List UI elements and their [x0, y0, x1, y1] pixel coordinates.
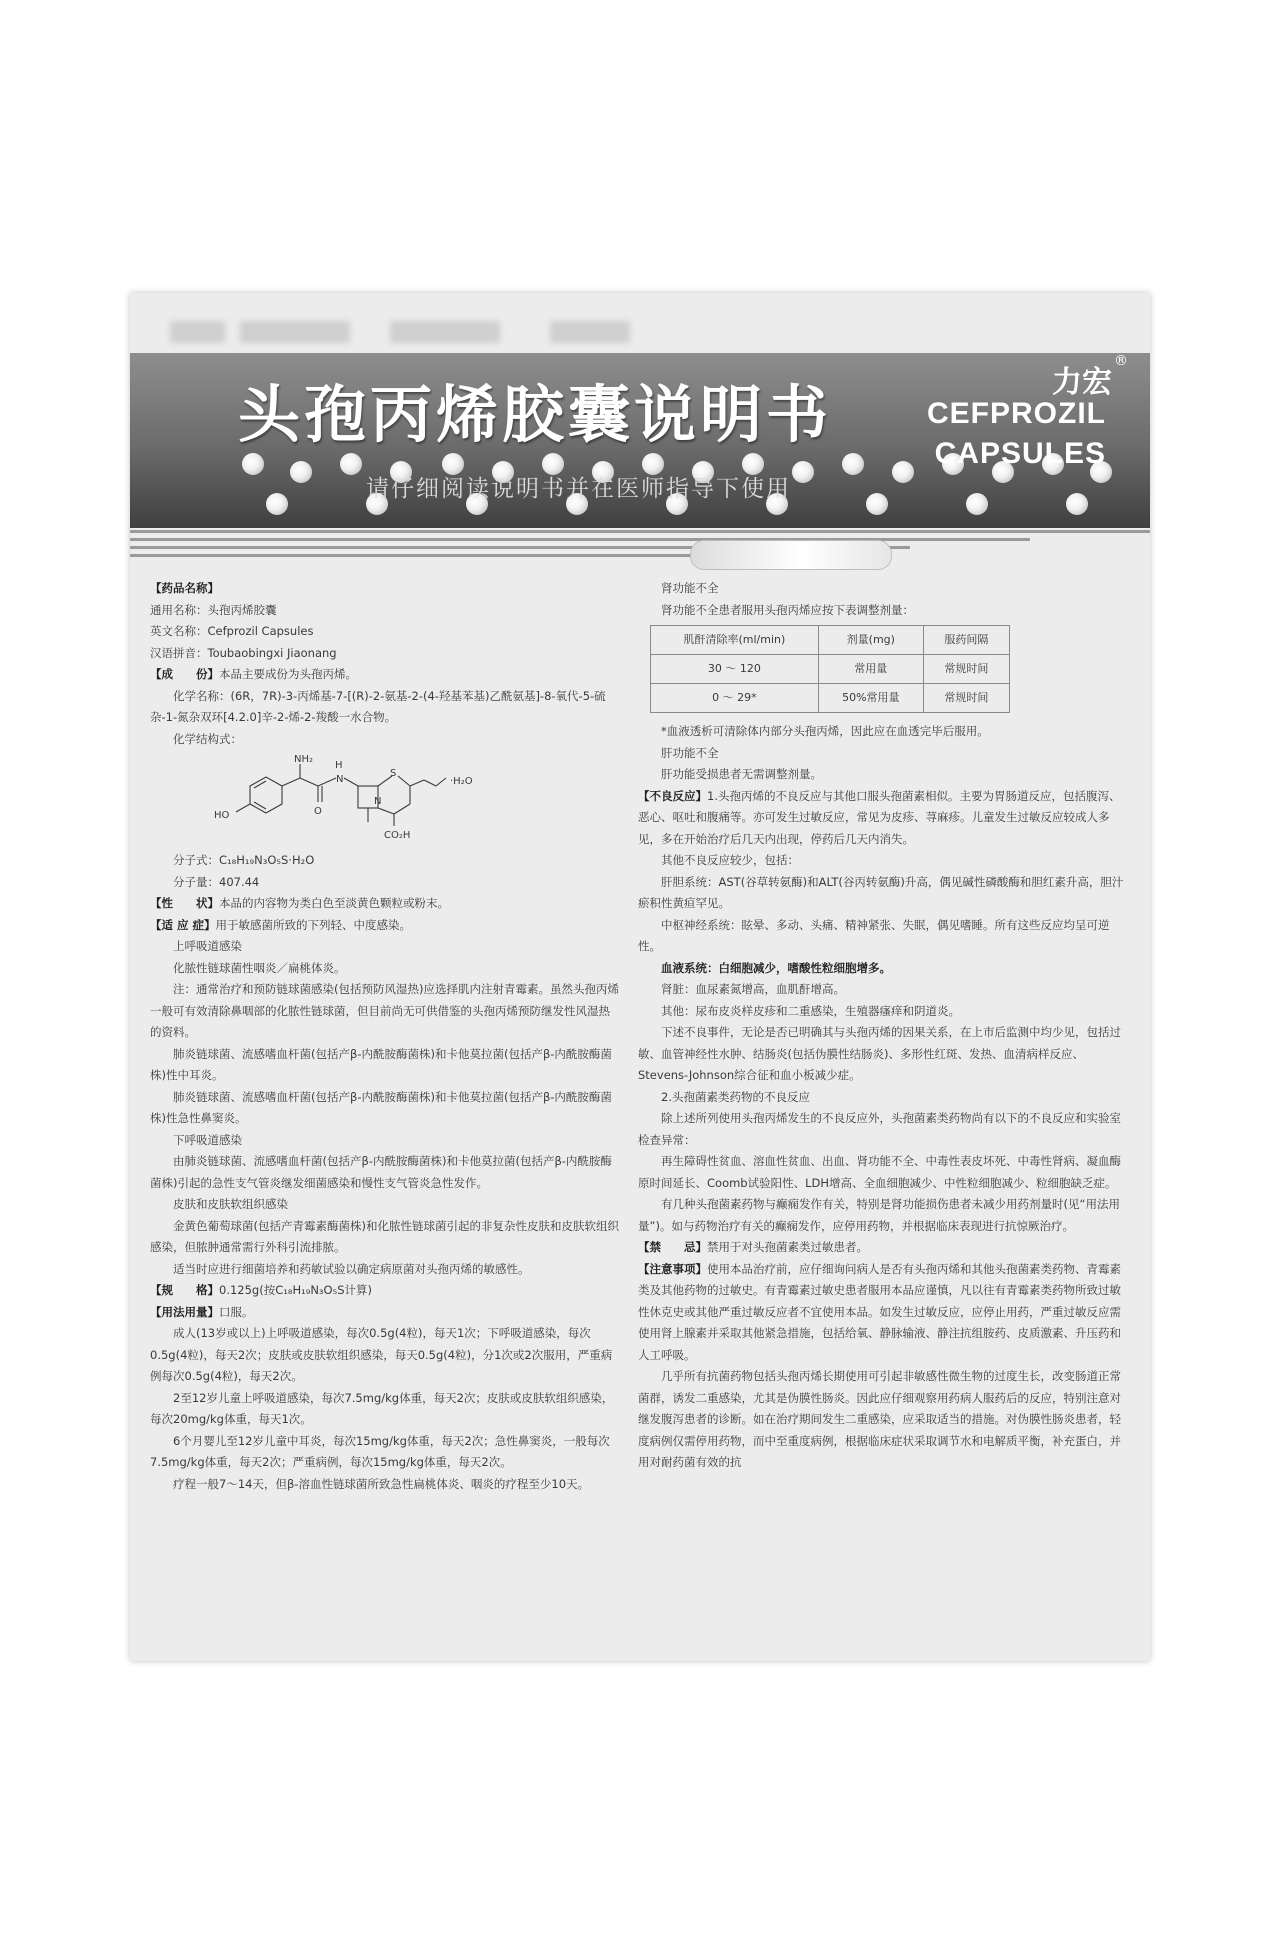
postmarketing-events: 下述不良事件，无论是否已明确其与头孢丙烯的因果关系，在上市后监测中均少见，包括过敏、血管神经性水肿、结肠炎(包括伪膜性结肠炎)、多形性红斑、发热、血清病样反应、Stevens-Johnson综合征和血小板减少症。 [638, 1025, 1121, 1082]
sensitivity-note: 适当时应进行细菌培养和药敏试验以确定病原菌对头孢丙烯的敏感性。 [173, 1261, 530, 1276]
registered-mark: ® [1114, 353, 1128, 369]
otitis-media: 肺炎链球菌、流感嗜血杆菌(包括产β-内酰胺酶菌株)和卡他莫拉菌(包括产β-内酰胺酶菌株)性中耳炎。 [150, 1046, 612, 1082]
rare-reactions-intro: 其他不良反应较少，包括： [661, 853, 799, 867]
brand-name-en-line2: CAPSULES [934, 437, 1106, 470]
table-header: 剂量(mg) [818, 626, 923, 655]
cooh-label: CO₂H [384, 830, 411, 841]
document-subtitle: 请仔细阅读说明书并在医师指导下使用 [366, 476, 791, 502]
structure-diagram [210, 754, 510, 846]
section-indications: 【适 应 症】 [150, 917, 216, 932]
usage-text: 口服。 [219, 1304, 254, 1319]
hematologic: 血液系统：白细胞减少，嗜酸性粒细胞增多。 [661, 960, 891, 975]
table-cell: 0 ～ 29* [651, 684, 819, 713]
child-dosage: 2至12岁儿童上呼吸道感染，每次7.5mg/kg体重，每天2次；皮肤或皮肤软组织感染，每次20mg/kg体重，每天1次。 [150, 1390, 614, 1426]
section-usage: 【用法用量】 [150, 1304, 219, 1319]
cephalosporin-ae-list: 再生障碍性贫血、溶血性贫血、出血、肾功能不全、中毒性表皮坏死、中毒性肾病、凝血酶原时间延长、Coomb试验阳性、LDH增高、全血细胞减少、中性粒细胞减少、粒细胞缺乏症。 [638, 1154, 1121, 1190]
section-properties: 【性 状】 [150, 896, 219, 910]
capsule-graphic [690, 540, 892, 570]
document-title: 头孢丙烯胶囊说明书 [238, 378, 833, 451]
table-header: 服药间隔 [923, 626, 1009, 655]
skin-infection-detail: 金黄色葡萄球菌(包括产青霉素酶菌株)和化脓性链球菌引起的非复杂性皮肤和皮肤软组织感染，但脓肿通常需行外科引流排脓。 [150, 1218, 619, 1254]
dialysis-note: *血液透析可清除体内部分头孢丙烯，因此应在血透完毕后服用。 [661, 724, 989, 738]
o-label: O [314, 806, 322, 817]
pinyin-name: 汉语拼音：Toubaobingxi Jiaonang [150, 645, 337, 660]
sinusitis: 肺炎链球菌、流感嗜血杆菌(包括产β-内酰胺酶菌株)和卡他莫拉菌(包括产β-内酰胺酶菌株)性急性鼻窦炎。 [150, 1089, 612, 1125]
section-composition: 【成 份】 [150, 667, 219, 681]
renal-dosage-table [650, 625, 1010, 713]
cephalosporin-ae-intro: 除上述所列使用头孢丙烯发生的不良反应外，头孢菌素类药物尚有以下的不良反应和实验室检查异常： [638, 1111, 1121, 1147]
molecular-formula: 分子式：C₁₈H₁₉N₃O₅S·H₂O [173, 853, 315, 867]
redacted-block [170, 321, 225, 343]
bronchitis: 由肺炎链球菌、流感嗜血杆菌(包括产β-内酰胺酶菌株)和卡他莫拉菌(包括产β-内酰胺酶菌株)引起的急性支气管炎继发细菌感染和慢性支气管炎急性发作。 [150, 1154, 612, 1190]
section-adverse-reactions: 【不良反应】 [638, 788, 707, 803]
table-cell: 常规时间 [923, 684, 1009, 713]
redacted-header [170, 315, 770, 349]
specification-text: 0.125g(按C₁₈H₁₉N₃O₅S计算) [219, 1283, 372, 1297]
h-label: H [335, 760, 343, 771]
s-label: S [390, 768, 397, 779]
contraindications-text: 禁用于对头孢菌素类过敏患者。 [707, 1240, 868, 1254]
section-specification: 【规 格】 [150, 1283, 219, 1297]
decorative-stripes [130, 528, 1150, 562]
table-cell: 常用量 [818, 655, 923, 684]
adverse-reaction-1: 1.头孢丙烯的不良反应与其他口服头孢菌素相似。主要为胃肠道反应，包括腹泻、恶心、呕吐和腹痛等。亦可发生过敏反应，常见为皮疹、荨麻疹。儿童发生过敏反应较成人多见，多在开始治疗后几天内出现，停药后几天内消失。 [638, 788, 1121, 846]
seizure-warning: 有几种头孢菌素药物与癫痫发作有关，特别是肾功能损伤患者未减少用药剂量时(见“用法用量”)。如与药物治疗有关的癫痫发作，应停用药物，并根据临床表现进行抗惊厥治疗。 [638, 1197, 1120, 1233]
redacted-block [240, 321, 350, 343]
cephalosporin-ae-title: 2.头孢菌素类药物的不良反应 [661, 1089, 810, 1104]
treatment-course: 疗程一般7～14天，但β-溶血性链球菌所致急性扁桃体炎、咽炎的疗程至少10天。 [173, 1476, 590, 1491]
hepatic-text: 肝功能受损患者无需调整剂量。 [661, 767, 822, 781]
section-drug-name: 【药品名称】 [150, 581, 219, 595]
n-label: N [336, 774, 344, 785]
indications-text: 用于敏感菌所致的下列轻、中度感染。 [215, 917, 412, 932]
renal-heading: 肾功能不全 [661, 581, 719, 595]
n2-label: N [374, 796, 382, 807]
brand-name-en-line1: CEFPROZIL [927, 397, 1106, 430]
molecular-weight: 分子量：407.44 [173, 874, 260, 889]
lower-respiratory: 下呼吸道感染 [173, 1132, 242, 1147]
adult-dosage: 成人(13岁或以上)上呼吸道感染，每次0.5g(4粒)，每天1次；下呼吸道感染，每次0.5g(4粒)，每天2次；皮肤或皮肤软组织感染，每天0.5g(4粒)，分1次或2次服用，严重病例每次0.5g(4粒)，每天2次。 [150, 1326, 613, 1383]
hepatobiliary: 肝胆系统：AST(谷草转氨酶)和ALT(谷丙转氨酶)升高，偶见碱性磷酸酶和胆红素升高，胆汁瘀积性黄疸罕见。 [638, 874, 1124, 910]
table-header-row [651, 626, 1010, 655]
renal-effects: 肾脏：血尿素氮增高，血肌酐增高。 [661, 982, 845, 996]
structure-label: 化学结构式： [173, 731, 242, 746]
composition-text: 本品主要成份为头孢丙烯。 [219, 667, 357, 681]
nh2-label: NH₂ [294, 754, 314, 765]
properties-text: 本品的内容物为类白色至淡黄色颗粒或粉末。 [219, 896, 449, 910]
left-column [150, 578, 620, 1495]
brand-logo [927, 353, 1150, 470]
h2o-label: ·H₂O [450, 776, 473, 787]
table-row [651, 655, 1010, 684]
section-precautions: 【注意事项】 [638, 1261, 707, 1276]
section-contraindications: 【禁 忌】 [638, 1240, 707, 1254]
leaflet-sheet [130, 293, 1150, 1661]
table-cell: 常规时间 [923, 655, 1009, 684]
english-name: 英文名称：Cefprozil Capsules [150, 624, 314, 638]
skin-infection: 皮肤和皮肤软组织感染 [173, 1197, 288, 1211]
brand-name-cn: 力宏 [1052, 365, 1112, 400]
right-column [638, 578, 1130, 1474]
renal-intro: 肾功能不全患者服用头孢丙烯应按下表调整剂量： [661, 602, 914, 617]
table-row [651, 684, 1010, 713]
precautions-text-2: 几乎所有抗菌药物包括头孢丙烯长期使用可引起非敏感性微生物的过度生长，改变肠道正常菌群，诱发二重感染，尤其是伪膜性肠炎。因此应仔细观察用药病人服药后的反应，特别注意对继发腹泻患者的诊断。如在治疗期间发生二重感染，应采取适当的措施。对伪膜性肠炎患者，轻度病例仅需停用药物，而中至重度病例，根据临床症状采取调节水和电解质平衡，补充蛋白，并用对耐药菌有效的抗 [638, 1369, 1121, 1469]
hepatic-heading: 肝功能不全 [661, 745, 719, 760]
ho-label: HO [214, 810, 230, 821]
note-rheumatic: 注：通常治疗和预防链球菌感染(包括预防风湿热)应选择肌内注射青霉素。虽然头孢丙烯一般可有效清除鼻咽部的化脓性链球菌，但目前尚无可供借鉴的头孢丙烯预防继发性风湿热的资料。 [150, 982, 619, 1039]
table-cell: 50%常用量 [818, 684, 923, 713]
pharyngitis: 化脓性链球菌性咽炎／扁桃体炎。 [173, 960, 346, 975]
table-cell: 30 ～ 120 [651, 655, 819, 684]
upper-respiratory: 上呼吸道感染 [173, 939, 242, 953]
generic-name: 通用名称：头孢丙烯胶囊 [150, 602, 277, 617]
precautions-text-1: 使用本品治疗前，应仔细询问病人是否有头孢丙烯和其他头孢菌素类药物、青霉素类及其他药物的过敏史。有青霉素过敏史患者服用本品应谨慎，凡以往有青霉素类药物所致过敏性休克史或其他严重过敏反应者不宜使用本品。如发生过敏反应，应停止用药，严重过敏反应需使用肾上腺素并采取其他紧急措施，包括给氧、静脉输液、静注抗组胺药、皮质激素、升压药和人工呼吸。 [638, 1261, 1121, 1362]
redacted-block [550, 321, 630, 343]
title-banner [130, 353, 1150, 528]
redacted-block [390, 321, 500, 343]
chemical-name: 化学名称：(6R，7R)-3-丙烯基-7-[(R)-2-氨基-2-(4-羟基苯基)乙酰氨基]-8-氧代-5-硫杂-1-氮杂双环[4.2.0]辛-2-烯-2-羧酸一水合物。 [150, 688, 606, 724]
other-effects: 其他：尿布皮炎样皮疹和二重感染，生殖器瘙痒和阴道炎。 [661, 1003, 960, 1018]
nervous-system: 中枢神经系统：眩晕、多动、头痛、精神紧张、失眠，偶见嗜睡。所有这些反应均呈可逆性。 [638, 917, 1110, 953]
chemical-structure [210, 754, 620, 846]
infant-dosage: 6个月婴儿至12岁儿童中耳炎，每次15mg/kg体重，每天2次；急性鼻窦炎，一般每次7.5mg/kg体重，每天2次；严重病例，每次15mg/kg体重，每天2次。 [150, 1433, 610, 1469]
table-header: 肌酐清除率(ml/min) [651, 626, 819, 655]
